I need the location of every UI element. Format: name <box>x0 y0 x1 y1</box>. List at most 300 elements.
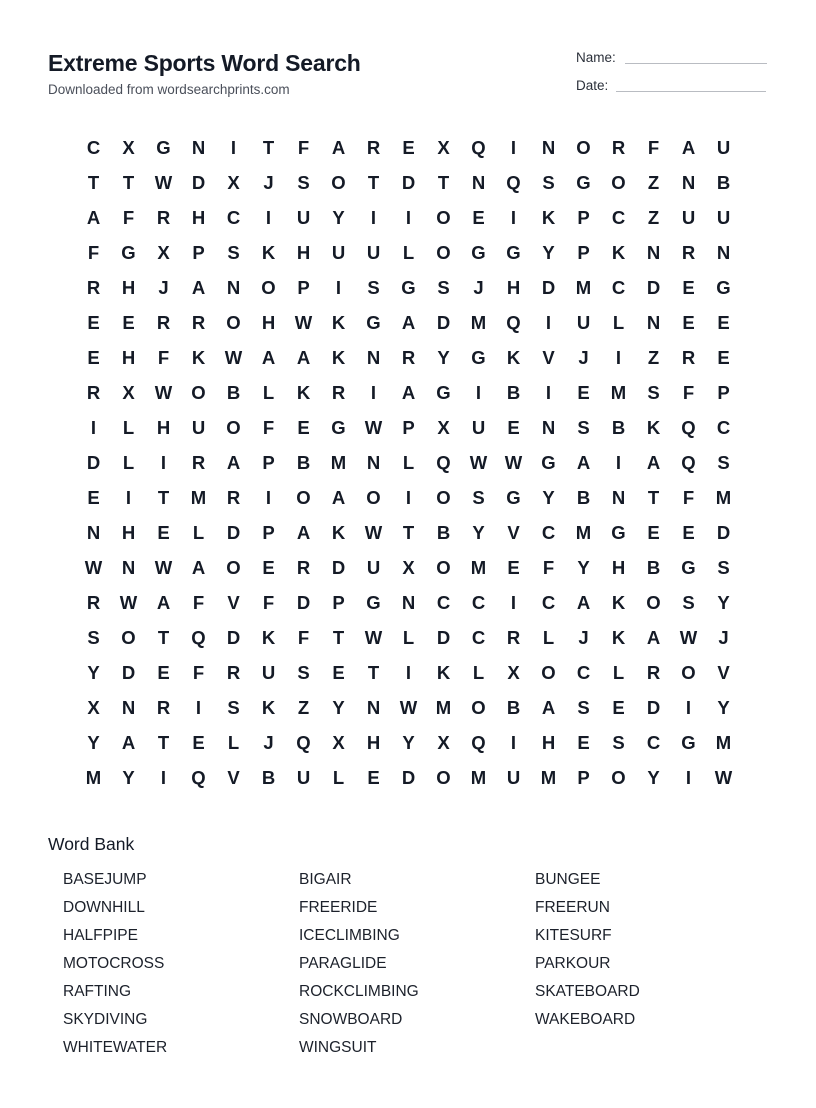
grid-cell[interactable]: K <box>541 206 556 228</box>
grid-cell[interactable]: K <box>611 241 626 263</box>
grid-cell[interactable]: G <box>506 241 521 263</box>
grid-cell[interactable]: L <box>122 451 135 473</box>
grid-cell[interactable]: I <box>510 206 517 228</box>
grid-cell[interactable]: T <box>367 661 380 683</box>
grid-cell[interactable]: P <box>402 416 415 438</box>
grid-cell[interactable]: Q <box>191 766 206 788</box>
grid-cell[interactable]: F <box>682 486 695 508</box>
grid-cell[interactable]: I <box>230 136 237 158</box>
grid-cell[interactable]: O <box>611 171 626 193</box>
grid-cell[interactable]: Y <box>577 556 590 578</box>
grid-cell[interactable]: S <box>367 276 380 298</box>
grid-cell[interactable]: C <box>716 416 731 438</box>
grid-cell[interactable]: M <box>85 766 102 788</box>
grid-cell[interactable]: W <box>119 591 138 613</box>
grid-cell[interactable]: F <box>192 661 205 683</box>
grid-cell[interactable]: Q <box>506 171 521 193</box>
grid-cell[interactable]: V <box>227 766 240 788</box>
grid-cell[interactable]: S <box>542 171 555 193</box>
grid-cell[interactable]: D <box>646 276 661 298</box>
grid-cell[interactable]: K <box>331 311 346 333</box>
grid-cell[interactable]: Y <box>647 766 660 788</box>
grid-cell[interactable]: U <box>681 206 696 228</box>
grid-cell[interactable]: G <box>506 486 521 508</box>
grid-cell[interactable]: O <box>226 311 241 333</box>
grid-cell[interactable]: E <box>507 556 520 578</box>
grid-cell[interactable]: X <box>402 556 415 578</box>
grid-cell[interactable]: C <box>576 661 591 683</box>
grid-cell[interactable]: Z <box>647 206 660 228</box>
grid-cell[interactable]: N <box>366 346 381 368</box>
grid-cell[interactable]: Y <box>87 661 100 683</box>
grid-cell[interactable]: S <box>577 416 590 438</box>
grid-cell[interactable]: D <box>541 276 556 298</box>
grid-cell[interactable]: W <box>504 451 523 473</box>
grid-cell[interactable]: O <box>121 626 136 648</box>
grid-cell[interactable]: O <box>611 766 626 788</box>
grid-cell[interactable]: I <box>615 451 622 473</box>
grid-cell[interactable]: A <box>331 486 346 508</box>
grid-cell[interactable]: I <box>405 486 412 508</box>
grid-cell[interactable]: I <box>265 206 272 228</box>
grid-cell[interactable]: E <box>472 206 485 228</box>
grid-cell[interactable]: R <box>331 381 346 403</box>
grid-cell[interactable]: V <box>542 346 555 368</box>
grid-cell[interactable]: T <box>122 171 135 193</box>
grid-cell[interactable]: C <box>541 591 556 613</box>
grid-cell[interactable]: S <box>612 731 625 753</box>
grid-cell[interactable]: M <box>575 521 592 543</box>
grid-cell[interactable]: W <box>84 556 103 578</box>
grid-cell[interactable]: I <box>545 381 552 403</box>
grid-cell[interactable]: T <box>647 486 660 508</box>
grid-cell[interactable]: W <box>399 696 418 718</box>
grid-cell[interactable]: J <box>718 626 729 648</box>
grid-cell[interactable]: O <box>436 241 451 263</box>
grid-cell[interactable]: G <box>366 311 381 333</box>
grid-cell[interactable]: K <box>261 241 276 263</box>
grid-cell[interactable]: D <box>191 171 206 193</box>
grid-cell[interactable]: R <box>681 346 696 368</box>
grid-cell[interactable]: G <box>471 346 486 368</box>
grid-cell[interactable]: L <box>402 626 415 648</box>
grid-cell[interactable]: U <box>471 416 486 438</box>
grid-cell[interactable]: Q <box>506 311 521 333</box>
grid-cell[interactable]: X <box>507 661 520 683</box>
grid-cell[interactable]: O <box>541 661 556 683</box>
grid-cell[interactable]: E <box>682 276 695 298</box>
grid-cell[interactable]: F <box>297 626 310 648</box>
grid-cell[interactable]: P <box>577 241 590 263</box>
grid-cell[interactable]: R <box>156 206 171 228</box>
grid-cell[interactable]: A <box>296 521 311 543</box>
grid-cell[interactable]: X <box>437 136 450 158</box>
grid-cell[interactable]: L <box>402 451 415 473</box>
grid-cell[interactable]: M <box>610 381 627 403</box>
grid-cell[interactable]: X <box>157 241 170 263</box>
grid-cell[interactable]: S <box>297 171 310 193</box>
grid-cell[interactable]: B <box>296 451 311 473</box>
grid-cell[interactable]: C <box>471 626 486 648</box>
grid-cell[interactable]: A <box>226 451 241 473</box>
grid-cell[interactable]: A <box>681 136 696 158</box>
grid-cell[interactable]: M <box>330 451 347 473</box>
grid-cell[interactable]: U <box>191 416 206 438</box>
grid-cell[interactable]: N <box>646 311 661 333</box>
grid-cell[interactable]: I <box>685 696 692 718</box>
grid-cell[interactable]: A <box>646 451 661 473</box>
grid-cell[interactable]: M <box>575 276 592 298</box>
grid-cell[interactable]: R <box>366 136 381 158</box>
grid-cell[interactable]: A <box>191 556 206 578</box>
grid-cell[interactable]: S <box>87 626 100 648</box>
grid-cell[interactable]: I <box>160 451 167 473</box>
grid-cell[interactable]: E <box>682 311 695 333</box>
grid-cell[interactable]: O <box>436 206 451 228</box>
grid-cell[interactable]: K <box>436 661 451 683</box>
grid-cell[interactable]: U <box>366 556 381 578</box>
grid-cell[interactable]: X <box>437 416 450 438</box>
grid-cell[interactable]: F <box>297 136 310 158</box>
grid-cell[interactable]: N <box>471 171 486 193</box>
grid-cell[interactable]: F <box>262 416 275 438</box>
grid-cell[interactable]: E <box>612 696 625 718</box>
grid-cell[interactable]: M <box>435 696 452 718</box>
grid-cell[interactable]: A <box>156 591 171 613</box>
grid-cell[interactable]: M <box>470 311 487 333</box>
grid-cell[interactable]: U <box>506 766 521 788</box>
grid-cell[interactable]: N <box>541 136 556 158</box>
grid-cell[interactable]: R <box>86 276 101 298</box>
grid-cell[interactable]: G <box>121 241 136 263</box>
grid-cell[interactable]: R <box>611 136 626 158</box>
grid-cell[interactable]: R <box>296 556 311 578</box>
grid-cell[interactable]: O <box>226 416 241 438</box>
grid-cell[interactable]: W <box>224 346 243 368</box>
grid-cell[interactable]: O <box>436 556 451 578</box>
grid-cell[interactable]: E <box>367 766 380 788</box>
grid-cell[interactable]: D <box>646 696 661 718</box>
grid-cell[interactable]: W <box>364 626 383 648</box>
grid-cell[interactable]: O <box>261 276 276 298</box>
grid-cell[interactable]: H <box>261 311 276 333</box>
grid-cell[interactable]: A <box>576 591 591 613</box>
grid-cell[interactable]: M <box>540 766 557 788</box>
grid-cell[interactable]: E <box>87 486 100 508</box>
grid-cell[interactable]: N <box>86 521 101 543</box>
grid-cell[interactable]: B <box>226 381 241 403</box>
grid-cell[interactable]: G <box>331 416 346 438</box>
grid-cell[interactable]: B <box>576 486 591 508</box>
grid-cell[interactable]: I <box>335 276 342 298</box>
grid-cell[interactable]: Z <box>647 171 660 193</box>
grid-cell[interactable]: Q <box>296 731 311 753</box>
grid-cell[interactable]: R <box>401 346 416 368</box>
grid-cell[interactable]: G <box>401 276 416 298</box>
grid-cell[interactable]: E <box>122 311 135 333</box>
grid-cell[interactable]: N <box>541 416 556 438</box>
grid-cell[interactable]: Q <box>471 136 486 158</box>
grid-cell[interactable]: R <box>156 311 171 333</box>
grid-cell[interactable]: U <box>366 241 381 263</box>
grid-cell[interactable]: D <box>436 626 451 648</box>
grid-cell[interactable]: T <box>437 171 450 193</box>
grid-cell[interactable]: E <box>87 346 100 368</box>
grid-cell[interactable]: F <box>542 556 555 578</box>
grid-cell[interactable]: G <box>541 451 556 473</box>
grid-cell[interactable]: I <box>685 766 692 788</box>
grid-cell[interactable]: O <box>576 136 591 158</box>
grid-cell[interactable]: T <box>157 731 170 753</box>
grid-cell[interactable]: C <box>611 206 626 228</box>
grid-cell[interactable]: N <box>226 276 241 298</box>
grid-cell[interactable]: J <box>263 731 274 753</box>
grid-cell[interactable]: U <box>296 766 311 788</box>
grid-cell[interactable]: N <box>191 136 206 158</box>
grid-cell[interactable]: Q <box>681 451 696 473</box>
grid-cell[interactable]: T <box>87 171 100 193</box>
grid-cell[interactable]: B <box>506 696 521 718</box>
grid-cell[interactable]: G <box>576 171 591 193</box>
grid-cell[interactable]: L <box>262 381 275 403</box>
grid-cell[interactable]: E <box>717 311 730 333</box>
grid-cell[interactable]: B <box>611 416 626 438</box>
grid-cell[interactable]: H <box>121 346 136 368</box>
grid-cell[interactable]: E <box>87 311 100 333</box>
grid-cell[interactable]: S <box>717 451 730 473</box>
grid-cell[interactable]: N <box>611 486 626 508</box>
grid-cell[interactable]: J <box>578 346 589 368</box>
grid-cell[interactable]: D <box>226 521 241 543</box>
grid-cell[interactable]: A <box>86 206 101 228</box>
grid-cell[interactable]: I <box>510 591 517 613</box>
grid-cell[interactable]: A <box>401 381 416 403</box>
grid-cell[interactable]: T <box>157 486 170 508</box>
grid-cell[interactable]: G <box>681 731 696 753</box>
grid-cell[interactable]: T <box>402 521 415 543</box>
grid-cell[interactable]: C <box>471 591 486 613</box>
grid-cell[interactable]: F <box>647 136 660 158</box>
grid-cell[interactable]: L <box>542 626 555 648</box>
grid-cell[interactable]: I <box>195 696 202 718</box>
grid-cell[interactable]: B <box>646 556 661 578</box>
grid-cell[interactable]: P <box>262 521 275 543</box>
grid-cell[interactable]: G <box>716 276 731 298</box>
grid-cell[interactable]: P <box>192 241 205 263</box>
grid-cell[interactable]: W <box>364 416 383 438</box>
grid-cell[interactable]: K <box>646 416 661 438</box>
grid-cell[interactable]: R <box>226 661 241 683</box>
grid-cell[interactable]: A <box>401 311 416 333</box>
grid-cell[interactable]: L <box>227 731 240 753</box>
grid-cell[interactable]: Y <box>332 696 345 718</box>
grid-cell[interactable]: V <box>717 661 730 683</box>
grid-cell[interactable]: H <box>121 276 136 298</box>
grid-cell[interactable]: C <box>611 276 626 298</box>
grid-cell[interactable]: R <box>86 381 101 403</box>
grid-cell[interactable]: R <box>681 241 696 263</box>
grid-cell[interactable]: G <box>471 241 486 263</box>
grid-cell[interactable]: S <box>577 696 590 718</box>
grid-cell[interactable]: C <box>646 731 661 753</box>
grid-cell[interactable]: R <box>191 311 206 333</box>
grid-cell[interactable]: W <box>364 521 383 543</box>
grid-cell[interactable]: W <box>469 451 488 473</box>
grid-cell[interactable]: Z <box>297 696 310 718</box>
grid-cell[interactable]: R <box>86 591 101 613</box>
grid-cell[interactable]: O <box>436 486 451 508</box>
grid-cell[interactable]: I <box>370 206 377 228</box>
grid-cell[interactable]: R <box>156 696 171 718</box>
grid-cell[interactable]: I <box>510 731 517 753</box>
grid-cell[interactable]: T <box>262 136 275 158</box>
grid-cell[interactable]: L <box>402 241 415 263</box>
grid-cell[interactable]: O <box>226 556 241 578</box>
grid-cell[interactable]: K <box>331 521 346 543</box>
grid-cell[interactable]: D <box>331 556 346 578</box>
grid-cell[interactable]: Y <box>332 206 345 228</box>
grid-cell[interactable]: A <box>121 731 136 753</box>
grid-cell[interactable]: E <box>577 381 590 403</box>
grid-cell[interactable]: U <box>331 241 346 263</box>
grid-cell[interactable]: C <box>436 591 451 613</box>
grid-cell[interactable]: X <box>332 731 345 753</box>
grid-cell[interactable]: U <box>576 311 591 333</box>
grid-cell[interactable]: Y <box>87 731 100 753</box>
grid-cell[interactable]: I <box>370 381 377 403</box>
grid-cell[interactable]: E <box>647 521 660 543</box>
grid-cell[interactable]: L <box>122 416 135 438</box>
grid-cell[interactable]: Y <box>717 696 730 718</box>
grid-cell[interactable]: Y <box>542 241 555 263</box>
grid-cell[interactable]: X <box>122 136 135 158</box>
grid-cell[interactable]: J <box>158 276 169 298</box>
grid-cell[interactable]: A <box>191 276 206 298</box>
grid-cell[interactable]: X <box>227 171 240 193</box>
grid-cell[interactable]: H <box>506 276 521 298</box>
grid-cell[interactable]: R <box>191 451 206 473</box>
grid-cell[interactable]: R <box>226 486 241 508</box>
grid-cell[interactable]: O <box>681 661 696 683</box>
grid-cell[interactable]: L <box>192 521 205 543</box>
grid-cell[interactable]: H <box>366 731 381 753</box>
grid-cell[interactable]: A <box>261 346 276 368</box>
grid-cell[interactable]: F <box>192 591 205 613</box>
grid-cell[interactable]: Q <box>191 626 206 648</box>
grid-cell[interactable]: L <box>612 311 625 333</box>
grid-cell[interactable]: K <box>296 381 311 403</box>
grid-cell[interactable]: D <box>121 661 136 683</box>
grid-cell[interactable]: A <box>541 696 556 718</box>
grid-cell[interactable]: F <box>122 206 135 228</box>
grid-cell[interactable]: W <box>154 381 173 403</box>
grid-cell[interactable]: H <box>611 556 626 578</box>
grid-cell[interactable]: K <box>261 626 276 648</box>
grid-cell[interactable]: Q <box>471 731 486 753</box>
grid-cell[interactable]: Y <box>472 521 485 543</box>
grid-cell[interactable]: H <box>191 206 206 228</box>
grid-cell[interactable]: M <box>715 731 732 753</box>
grid-cell[interactable]: A <box>296 346 311 368</box>
grid-cell[interactable]: L <box>612 661 625 683</box>
grid-cell[interactable]: Y <box>402 731 415 753</box>
grid-cell[interactable]: I <box>405 661 412 683</box>
grid-cell[interactable]: I <box>90 416 97 438</box>
grid-cell[interactable]: P <box>717 381 730 403</box>
grid-cell[interactable]: D <box>401 171 416 193</box>
grid-cell[interactable]: R <box>506 626 521 648</box>
grid-cell[interactable]: R <box>646 661 661 683</box>
grid-cell[interactable]: B <box>261 766 276 788</box>
grid-cell[interactable]: E <box>332 661 345 683</box>
grid-cell[interactable]: S <box>297 661 310 683</box>
grid-cell[interactable]: X <box>87 696 100 718</box>
grid-cell[interactable]: X <box>437 731 450 753</box>
grid-cell[interactable]: J <box>263 171 274 193</box>
grid-cell[interactable]: E <box>577 731 590 753</box>
grid-cell[interactable]: E <box>157 521 170 543</box>
grid-cell[interactable]: D <box>716 521 731 543</box>
grid-cell[interactable]: M <box>470 766 487 788</box>
grid-cell[interactable]: G <box>436 381 451 403</box>
grid-cell[interactable]: D <box>86 451 101 473</box>
grid-cell[interactable]: P <box>577 766 590 788</box>
grid-cell[interactable]: I <box>405 206 412 228</box>
grid-cell[interactable]: Q <box>436 451 451 473</box>
grid-cell[interactable]: U <box>716 136 731 158</box>
grid-cell[interactable]: W <box>714 766 733 788</box>
grid-cell[interactable]: E <box>157 661 170 683</box>
grid-cell[interactable]: E <box>262 556 275 578</box>
grid-cell[interactable]: V <box>227 591 240 613</box>
grid-cell[interactable]: N <box>366 696 381 718</box>
grid-cell[interactable]: M <box>715 486 732 508</box>
grid-cell[interactable]: W <box>294 311 313 333</box>
grid-cell[interactable]: F <box>262 591 275 613</box>
grid-cell[interactable]: C <box>86 136 101 158</box>
grid-cell[interactable]: Y <box>437 346 450 368</box>
grid-cell[interactable]: K <box>611 626 626 648</box>
grid-cell[interactable]: N <box>366 451 381 473</box>
grid-cell[interactable]: O <box>296 486 311 508</box>
grid-cell[interactable]: B <box>506 381 521 403</box>
grid-cell[interactable]: Z <box>647 346 660 368</box>
grid-cell[interactable]: E <box>402 136 415 158</box>
grid-cell[interactable]: E <box>297 416 310 438</box>
grid-cell[interactable]: U <box>261 661 276 683</box>
grid-cell[interactable]: J <box>473 276 484 298</box>
grid-cell[interactable]: P <box>262 451 275 473</box>
grid-cell[interactable]: X <box>122 381 135 403</box>
grid-cell[interactable]: W <box>679 626 698 648</box>
grid-cell[interactable]: F <box>157 346 170 368</box>
grid-cell[interactable]: S <box>472 486 485 508</box>
grid-cell[interactable]: I <box>125 486 132 508</box>
grid-cell[interactable]: W <box>154 556 173 578</box>
grid-cell[interactable]: P <box>297 276 310 298</box>
grid-cell[interactable]: T <box>157 626 170 648</box>
grid-cell[interactable]: O <box>646 591 661 613</box>
grid-cell[interactable]: B <box>436 521 451 543</box>
grid-cell[interactable]: Y <box>122 766 135 788</box>
grid-cell[interactable]: N <box>121 556 136 578</box>
grid-cell[interactable]: O <box>436 766 451 788</box>
grid-cell[interactable]: G <box>366 591 381 613</box>
grid-cell[interactable]: G <box>681 556 696 578</box>
grid-cell[interactable]: U <box>296 206 311 228</box>
grid-cell[interactable]: P <box>332 591 345 613</box>
grid-cell[interactable]: Y <box>542 486 555 508</box>
